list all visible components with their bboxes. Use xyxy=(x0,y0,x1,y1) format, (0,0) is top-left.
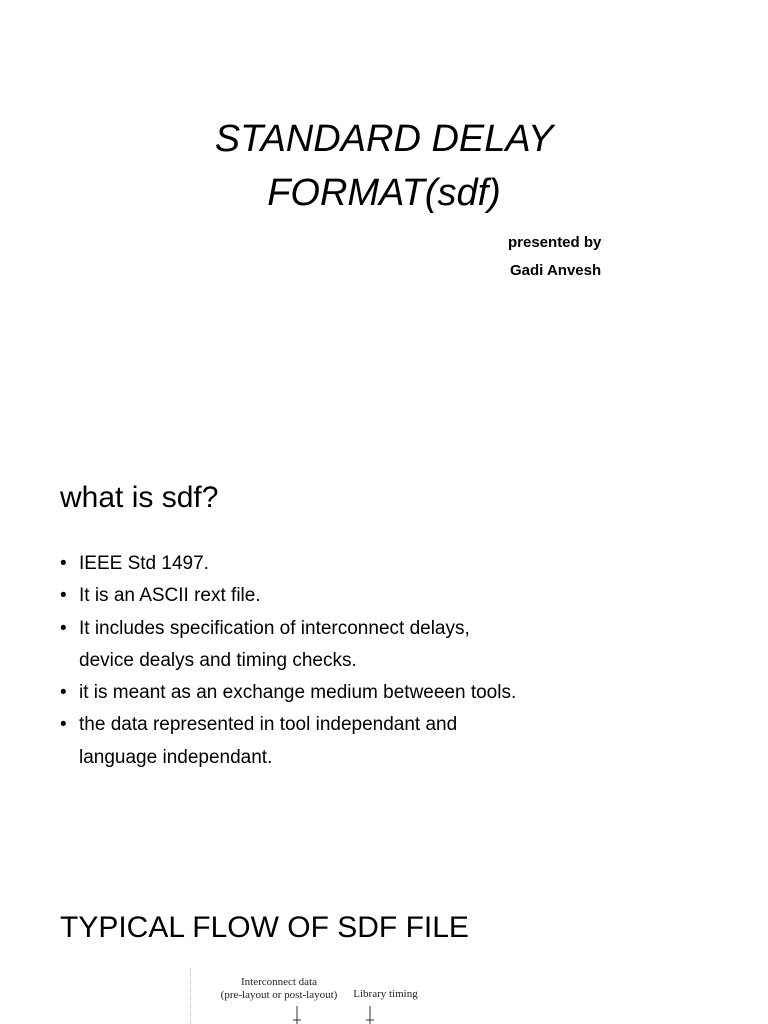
bullet-text: It includes specification of interconnect delays, xyxy=(79,617,470,639)
main-title xyxy=(0,112,768,220)
bullet-icon: • xyxy=(60,585,67,607)
bullet-icon: • xyxy=(60,617,67,639)
bullet-text: it is meant as an exchange medium betweeen tools. xyxy=(79,682,517,704)
slide-heading: what is sdf? xyxy=(60,481,219,514)
library-timing-label: Library timing xyxy=(353,988,418,1000)
bullet-icon: • xyxy=(60,553,67,574)
bullet-list xyxy=(60,548,740,774)
presented-by-label: presented by xyxy=(508,234,602,251)
interconnect-data-sublabel: (pre-layout or post-layout) xyxy=(220,989,338,1001)
presenter-name: Gadi Anvesh xyxy=(510,262,602,279)
bullet-text: IEEE Std 1497. xyxy=(79,553,209,574)
bullet-icon: • xyxy=(60,682,67,704)
bullet-item xyxy=(60,677,740,709)
bullet-text-continued: device dealys and timing checks. xyxy=(79,649,357,671)
main-title-line-1: STANDARD DELAY xyxy=(214,118,554,160)
slide-heading: TYPICAL FLOW OF SDF FILE xyxy=(60,911,469,944)
bullet-item xyxy=(60,548,740,580)
bullet-icon: • xyxy=(60,714,67,736)
main-title-line-2: FORMAT(sdf) xyxy=(267,172,501,214)
bullet-text-continued: language independant. xyxy=(79,746,273,768)
bullet-text: the data represented in tool independant and xyxy=(79,714,458,736)
sdf-flow-diagram xyxy=(190,968,441,1024)
bullet-item xyxy=(60,580,740,612)
flow-arrows xyxy=(191,968,441,1024)
bullet-item xyxy=(60,613,740,678)
interconnect-data-label: Interconnect data xyxy=(240,976,318,988)
bullet-text: It is an ASCII rext file. xyxy=(79,585,261,607)
title-slide xyxy=(0,0,768,420)
bullet-item xyxy=(60,709,740,774)
